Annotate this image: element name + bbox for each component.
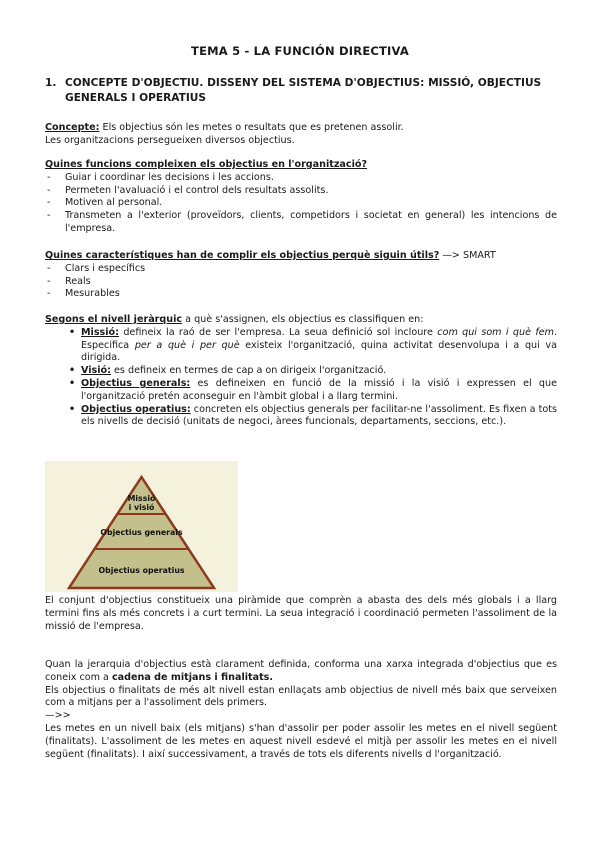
smart-question: Quines característiques han de complir els objectius perquè siguin útils? [45,250,440,261]
concept-label: Concepte: [45,122,100,133]
list-item: - Clars i específics [45,263,557,276]
section-heading [45,76,560,106]
list-item: - Motiven al personal. [45,197,557,210]
pyramid-middle-label: Objectius generals [100,528,183,537]
section-heading-text: CONCEPTE D'OBJECTIU. DISSENY DEL SISTEMA D'OBJECTIUS: MISSIÓ, OBJECTIUS GENERALS I OPERATIUS [65,77,542,104]
hierarchy-text: a què s'assignen, els objectius es classifiquen en: [182,314,424,325]
list-item: • Visió: es defineix en termes de cap a on dirigeix l'organització. [81,365,557,378]
term-operative-objectives: Objectius operatius: [81,403,191,415]
chain-text-1: Quan la jerarquia d'objectius està clarament definida, conforma una xarxa integrada d'objectius que es coneix com a [45,659,557,683]
section-number: 1. [45,77,57,89]
list-item: - Permeten l'avaluació i el control dels resultats assolits. [45,185,557,198]
list-item: • Objectius generals: es defineixen en funció de la missió i la visió i expressen el que l'organització pretén aconseguir en l'àmbit global i a llarg termini. [81,378,557,404]
pyramid-top-line-2: i visió [128,503,155,512]
pyramid-top-line-1: Missió [127,494,156,503]
pyramid-svg [45,461,238,592]
pyramid-paragraph: El conjunt d'objectius constitueix una piràmide que comprèn a abasta des dels més globals i a llarg termini fins als més concrets i a curt termini. La seua integració i coordinació permeten l'assoliment de la missió de l'empresa. [45,595,557,632]
concept-paragraph [45,122,557,148]
functions-block [45,159,557,236]
page-title: TEMA 5 - LA FUNCIÓN DIRECTIVA [191,44,409,58]
functions-list [45,172,557,236]
list-item: • Missió: defineix la raó de ser l'empresa. La seua definició sol incloure com qui som i què fem. Especifica per a què i per què existeix l'organització, quina activitat desenvolupa i a qui va dirigida. [81,327,557,365]
hierarchy-label: Segons el nivell jeràrquic [45,314,183,325]
functions-question: Quines funcions compleixen els objectius en l'organització? [45,159,368,170]
chain-arrow: —>> [45,710,71,722]
objectives-pyramid [45,461,238,592]
pyramid-bottom-label: Objectius operatius [98,566,185,575]
smart-block [45,250,557,301]
concept-text-1: Els objectius són les metes o resultats que es pretenen assolir. [99,122,404,133]
chain-text-3: Les metes en un nivell baix (els mitjans) s'han d'assolir per poder assolir les metes en el nivell següent (finalitats). L'assoliment de les metes en aquest nivell esdevé el mitjà per assolir les metes en el nivell següent (finalitats). I així successivament, a través de tots els diferents nivells d l'organització. [45,722,557,760]
term-general-objectives: Objectius generals: [81,377,191,389]
chain-text-2: Els objectius o finalitats de més alt nivell estan enllaçats amb objectius de nivell més baix que serveixen com a mitjans per a l'assoliment dels primers. [45,684,557,709]
list-item: - Reals [45,276,557,289]
concept-text-2: Les organitzacions persegueixen diversos objectius. [45,134,295,146]
list-item: - Mesurables [45,288,557,301]
term-mission: Missió: [81,326,119,338]
term-vision: Visió: [81,365,111,377]
chain-block [45,659,557,761]
smart-list [45,263,557,301]
list-item: - Guiar i coordinar les decisions i les accions. [45,172,557,185]
list-item: • Objectius operatius: concreten els objectius generals per facilitar-ne l'assoliment. Es fixen a tots els nivells de decisió (unitats de negoci, àrees funcionals, departaments, seccions, etc.). [81,404,557,430]
smart-answer: —> SMART [439,250,496,261]
hierarchy-list [45,327,557,429]
chain-bold: cadena de mitjans i finalitats. [112,671,274,683]
hierarchy-block [45,314,557,429]
list-item: - Transmeten a l'exterior (proveïdors, clients, competidors i societat en general) les intencions de l'empresa. [45,210,557,236]
